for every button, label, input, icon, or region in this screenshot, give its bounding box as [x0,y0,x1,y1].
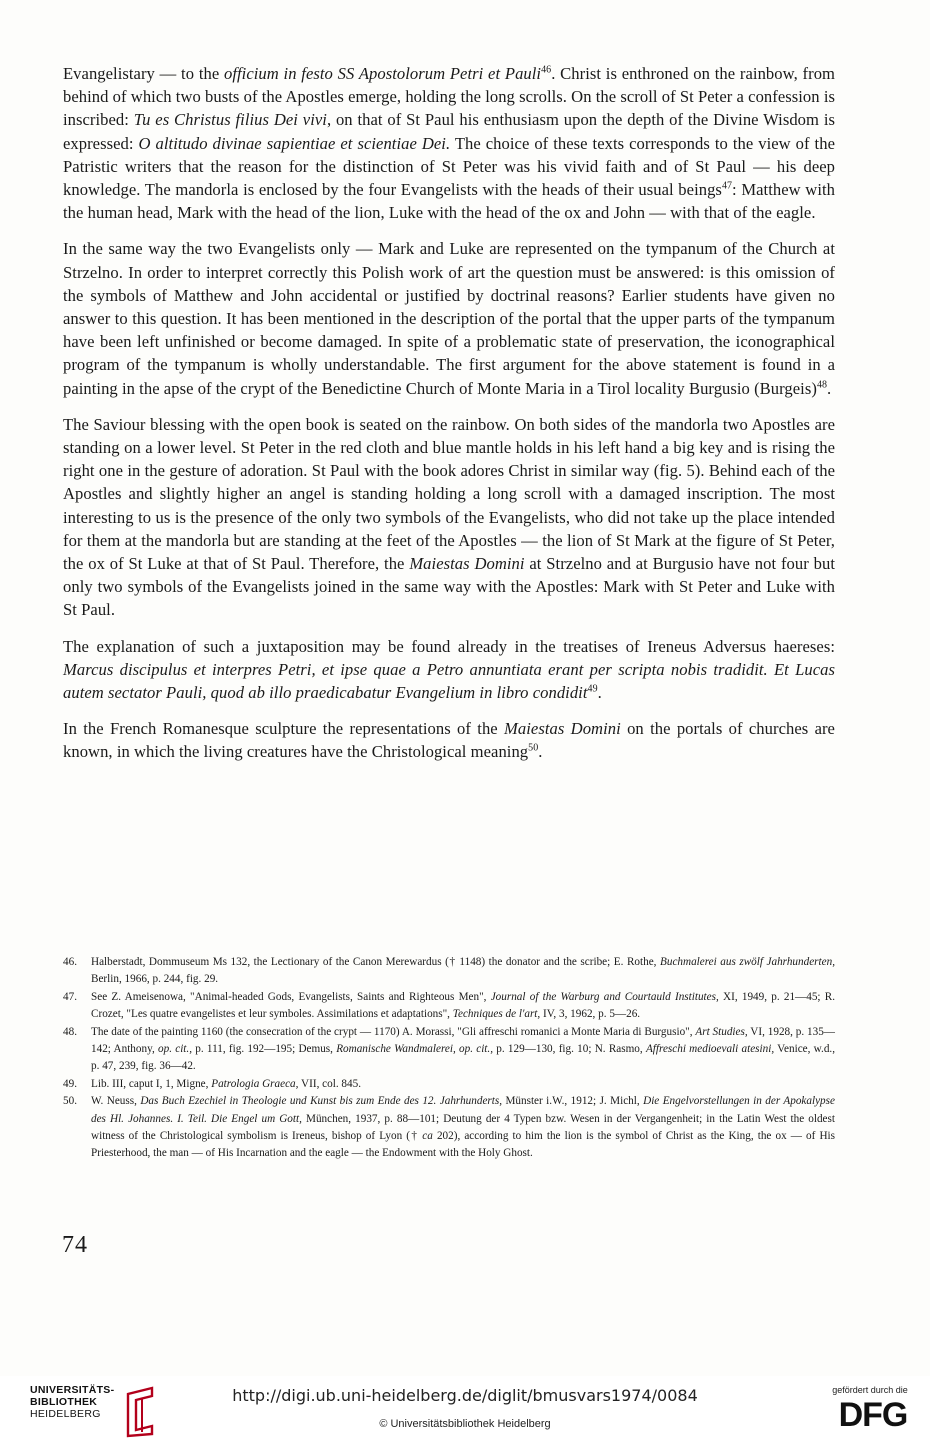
text-run: The explanation of such a juxtaposition may be found already in the treatises of Ireneus Adversus haereses: [63,636,835,656]
text-run: . [597,683,602,703]
text-run: Halberstadt, Dommuseum Ms 132, the Lectionary of the Canon Merewardus († 1148) the donator and the scribe; E. Rothe, [91,956,661,968]
text-run: on the portals of churches are known, in which the living creatures have the Christological meaning [63,719,835,762]
text-run: p. 111, fig. 192—195; Demus, [192,1043,337,1056]
text-run: The date of the painting 1160 (the consecration of the crypt — 1170) A. Morassi, "Gli affreschi romanici a Monte Maria di Burgusio", [91,1025,696,1038]
dfg-caption: gefördert durch die [832,1385,908,1395]
text-run: Evangelistary — to the [63,64,224,83]
italic-text: Das Buch Ezechiel in Theologie und Kunst bis zum Ende des 12. Jahrhunderts, [140,1095,503,1108]
italic-text: Maiestas Domini [409,554,525,574]
page-number: 74 [62,1232,88,1258]
footnote-ref: 47 [721,180,733,192]
footnote-ref: 50 [528,742,539,754]
italic-text: Journal of the Warburg and Courtauld Institutes, [490,990,719,1003]
text-run: Venice, w.d., p. 47, 239, fig. 36—42. [91,1043,836,1073]
footnote-number: 48. [63,1025,77,1038]
footnote-number: 49. [63,1077,77,1090]
italic-text: officium in festo SS Apostolorum Petri et Pauli [224,64,542,83]
footnote-ref: 46 [541,64,552,76]
text-run: p. 129—130, fig. 10; N. Rasmo, [493,1043,646,1056]
text-run: München, 1937, p. 88—101; Deutung der 4 Typen bzw. Wesen in der Vergangenheit; in the Latin West the oldest witness of the Christological symbolism is Ireneus, bishop of Lyon († [91,1112,835,1143]
footnote [63,989,835,1024]
text-run: : Matthew with the human head, Mark with the head of the lion, Luke with the head of the ox and John — with that of the eagle. [63,180,836,223]
footer-bar [0,1376,930,1442]
footnote-text [91,1076,835,1093]
text-run: In the same way the two Evangelists only — Mark and Luke are represented on the tympanum of the Church at Strzelno. In order to interpret correctly this Polish work of art the question must be answered: is this omission of the symbols of Matthew and John accidental or justified by doctrinal reasons? Earlier students have given no answer to this question. It has been mentioned in the description of the portal that the upper parts of the tympanum have been left unfinished or become damaged. In spite of a problematic state of preservation, the iconographical program of the tympanum is wholly understandable. The first argument for the above statement is found in a painting in the apse of the crypt of the Benedictine Church of Monte Maria in a Tirol locality Burgusio (Burgeis) [63,239,835,398]
italic-text: Techniques de l'art, [452,1008,541,1021]
paragraph [63,237,835,399]
body-text [63,62,835,777]
footnotes [63,954,835,1163]
copyright-notice: © Universitätsbibliothek Heidelberg [379,1418,551,1430]
italic-text: O altitudo divinae sapientiae et scientiae Dei. [138,133,451,153]
text-run: VI, 1928, p. 135—142; Anthony, [91,1025,835,1056]
text-run: . [827,378,832,398]
footnote-text [91,1024,835,1076]
footnote [63,954,835,989]
text-run: W. Neuss, [91,1095,141,1108]
text-run: IV, 3, 1962, p. 5—26. [540,1008,641,1021]
paragraph [63,635,835,705]
footnote [63,1024,835,1076]
text-run: Berlin, 1966, p. 244, fig. 29. [91,973,219,986]
text-run: . [538,742,543,762]
italic-text: Maiestas Domini [504,719,621,739]
text-run: Münster i.W., 1912; J. Michl, [502,1095,644,1108]
paragraph [63,62,835,224]
italic-text: ca [422,1130,433,1143]
digital-copy-link[interactable]: http://digi.ub.uni-heidelberg.de/diglit/bmusvars1974/0084 [232,1386,698,1405]
footnote-number: 47. [63,990,77,1003]
logo-line-3: HEIDELBERG [30,1408,101,1420]
text-run: XI, 1949, p. 21—45; R. Crozet, "Les quatre evangelistes et leur symboles. Assimilations et adaptations", [91,990,836,1021]
paragraph [63,413,835,622]
text-run: at Strzelno and at Burgusio have not four but only two symbols of the Evangelists joined in the same way with the Apostles: Mark with St Peter and Luke with St Paul. [63,554,835,620]
italic-text: op. cit., [158,1043,193,1056]
footnote [63,1076,835,1093]
italic-text: Marcus discipulus et interpres Petri, et ipse quae a Petro annuntiata erant per scripta nobis tradidit. Et Lucas autem sectator Pauli, quod ab illo praedicabatur Evangelium in libro condidit [63,659,835,703]
text-run: See Z. Ameisenowa, "Animal-headed Gods, Evangelists, Saints and Righteous Men", [91,990,491,1003]
footnote-number: 50. [63,1095,77,1108]
text-run: VII, col. 845. [298,1077,362,1090]
footnote-text [91,989,835,1024]
footnote-number: 46. [63,956,77,968]
text-run: In the French Romanesque sculpture the representations of the [63,719,505,739]
text-run: The choice of these texts corresponds to the view of the Patristic writers that the reason for the distinction of St Peter was his vivid faith and of St Paul — his deep knowledge. The mandorla is enclosed by the four Evangelists with the heads of their usual beings [63,133,835,200]
footnote-text [91,1093,835,1163]
italic-text: Buchmalerei aus zwölf Jahrhunderten, [660,956,835,968]
footnote-ref: 48 [816,379,828,391]
text-run: Lib. III, caput I, 1, Migne, [91,1077,212,1090]
paragraph [63,717,835,763]
italic-text: Romanische Wandmalerei, op. cit., [336,1043,494,1056]
italic-text: Art Studies, [695,1025,748,1038]
logo-line-2: BIBLIOTHEK [30,1396,98,1408]
footnote [63,1093,835,1163]
italic-text: Patrologia Graeca, [211,1077,299,1090]
footnote-ref: 49 [587,683,598,695]
dfg-logo[interactable]: DFG [838,1396,908,1434]
italic-text: Tu es Christus filius Dei vivi [133,110,327,130]
logo-line-1: UNIVERSITÄTS- [30,1384,115,1396]
text-run: The Saviour blessing with the open book is seated on the rainbow. On both sides of the mandorla two Apostles are standing on a lower level. St Peter in the red cloth and blue mantle holds in his left hand a big key and is rising the right one in the gesture of adoration. St Paul with the book adores Christ in similar way (fig. 5). Behind each of the Apostles and slightly higher an angel is standing holding a long scroll with a damaged inscription. The most interesting to us is the presence of the only two symbols of the Evangelists, who did not take up the place intended for them at the mandorla but are standing at the feet of the Apostles — the lion of St Mark at the figure of St Peter, the ox of St Luke at that of St Paul. Therefore, the [63,414,835,574]
footnote-text [91,954,835,989]
italic-text: Affreschi medioevali atesini, [645,1043,775,1056]
text-run: , on that of St Paul his enthusiasm upon the depth of the Divine Wisdom is expressed: [63,110,835,153]
text-run: . Christ is enthroned on the rainbow, from behind of which two busts of the Apostles emerge, holding the long scrolls. On the scroll of St Peter a confession is inscribed: [63,64,835,130]
text-run: 202), according to him the lion is the symbol of Christ as the King, the ox — of His Priesterhood, the man — of His Incarnation and the eagle — the Endowment with the Holy Ghost. [91,1130,835,1160]
italic-text: Die Engelvorstellungen in der Apokalypse des Hl. Johannes. I. Teil. Die Engel um Gott, [91,1095,835,1125]
